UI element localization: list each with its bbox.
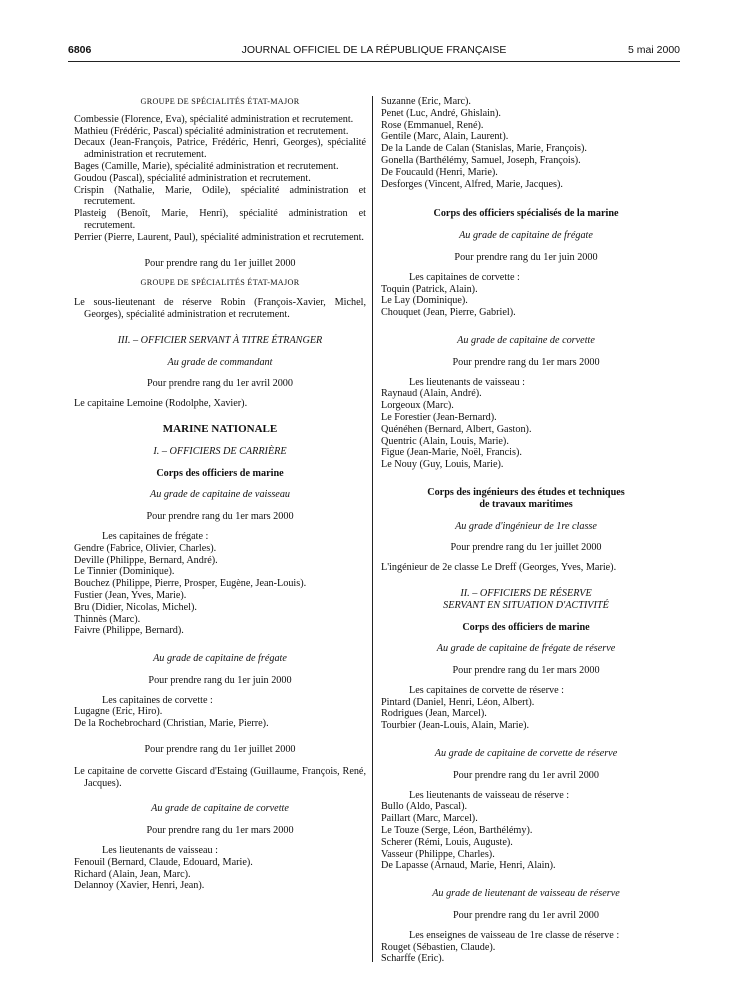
- list-item: Gendre (Fabrice, Olivier, Charles).: [74, 542, 217, 554]
- name-list: [74, 857, 366, 892]
- section-heading: III. – OFFICIER SERVANT À TITRE ÉTRANGER: [117, 334, 323, 346]
- list-item: Bullo (Aldo, Pascal).: [381, 801, 468, 813]
- entry: Le sous-lieutenant de réserve Robin (François-Xavier, Michel, Georges), spécialité administration et recrutement.: [74, 297, 366, 320]
- right-column: [381, 96, 671, 965]
- column-divider: [372, 96, 373, 962]
- rank-date: Pour prendre rang du 1er avril 2000: [453, 769, 599, 781]
- grade-heading: Au grade de capitaine de frégate: [459, 230, 593, 242]
- list-item: Faivre (Philippe, Bernard).: [74, 625, 184, 637]
- issue-date: 5 mai 2000: [628, 44, 680, 56]
- list-item: Rouget (Sébastien, Claude).: [381, 941, 496, 953]
- rank-date: Pour prendre rang du 1er mars 2000: [146, 511, 294, 523]
- left-column: [74, 96, 366, 892]
- list-item: Le Touze (Serge, Léon, Barthélémy).: [381, 825, 533, 837]
- grade-heading: Au grade de capitaine de frégate: [153, 653, 287, 665]
- list-label: Les lieutenants de vaisseau :: [409, 376, 525, 388]
- header-rule: [68, 61, 680, 62]
- group-heading: GROUPE DE SPÉCIALITÉS ÉTAT-MAJOR: [140, 97, 300, 106]
- corps-heading: Corps des officiers de marine: [156, 467, 284, 479]
- entry: Perrier (Pierre, Laurent, Paul), spécialité administration et recrutement.: [74, 231, 364, 243]
- list-item: Lugagne (Eric, Hiro).: [74, 706, 163, 718]
- name-list: [381, 801, 671, 872]
- rank-date: Pour prendre rang du 1er juillet 2000: [450, 542, 602, 554]
- rank-date: Pour prendre rang du 1er juillet 2000: [144, 257, 296, 269]
- list-item: Chouquet (Jean, Pierre, Gabriel).: [381, 307, 516, 319]
- list-item: Rodrigues (Jean, Marcel).: [381, 708, 487, 720]
- entry: Decaux (Jean-François, Patrice, Frédéric, Henri, Georges), spécialité administration et recrutement.: [74, 137, 366, 161]
- list-item: Scherer (Rémi, Louis, Auguste).: [381, 836, 513, 848]
- grade-heading: Au grade de lieutenant de vaisseau de réserve: [432, 888, 620, 900]
- list-item: Penet (Luc, André, Ghislain).: [381, 107, 501, 119]
- rank-date: Pour prendre rang du 1er mars 2000: [452, 356, 600, 368]
- list-item: Paillart (Marc, Marcel).: [381, 813, 478, 825]
- grade-heading: Au grade de capitaine de vaisseau: [149, 489, 291, 501]
- group-heading: GROUPE DE SPÉCIALITÉS ÉTAT-MAJOR: [140, 278, 300, 288]
- list-item: Delannoy (Xavier, Henri, Jean).: [74, 880, 205, 892]
- entry: Crispin (Nathalie, Marie, Odile), spécialité administration et recrutement.: [74, 184, 366, 208]
- list-label: Les lieutenants de vaisseau de réserve :: [409, 789, 570, 801]
- list-label: Les capitaines de corvette :: [102, 694, 213, 706]
- list-item: Rose (Emmanuel, René).: [381, 119, 484, 131]
- page-header: [68, 44, 680, 60]
- list-item: Pintard (Daniel, Henri, Léon, Albert).: [381, 696, 535, 708]
- name-list: [381, 284, 671, 319]
- list-label: Les capitaines de frégate :: [102, 530, 209, 542]
- name-list: [381, 96, 671, 190]
- corps-heading: Corps des officiers de marine: [462, 621, 590, 633]
- ministry-heading: MARINE NATIONALE: [162, 422, 278, 435]
- grade-heading: Au grade de capitaine de corvette: [457, 334, 595, 346]
- list-item: De la Lande de Calan (Stanislas, Marie, François).: [381, 143, 587, 155]
- name-list: [381, 942, 671, 966]
- entry: L'ingénieur de 2e classe Le Dreff (Georges, Yves, Marie).: [381, 562, 617, 574]
- entry: Goudou (Pascal), spécialité administration et recrutement.: [74, 172, 311, 184]
- section-heading: I. – OFFICIERS DE CARRIÈRE: [153, 445, 287, 457]
- list-item: Le Tinnier (Dominique).: [74, 566, 175, 578]
- list-label: Les capitaines de corvette de réserve :: [409, 684, 564, 696]
- grade-heading: Au grade de capitaine de frégate de réserve: [436, 643, 616, 655]
- grade-heading: Au grade de capitaine de corvette: [151, 803, 289, 815]
- list-item: Gonella (Barthélémy, Samuel, Joseph, François).: [381, 154, 581, 166]
- list-item: Quénéhen (Bernard, Albert, Gaston).: [381, 423, 532, 435]
- list-item: Fustier (Jean, Yves, Marie).: [74, 589, 187, 601]
- list-item: Richard (Alain, Jean, Marc).: [74, 868, 191, 880]
- list-item: Suzanne (Eric, Marc).: [381, 96, 471, 107]
- list-item: Le Lay (Dominique).: [381, 295, 468, 307]
- grade-heading: Au grade de capitaine de corvette de réserve: [434, 748, 618, 760]
- list-label: Les lieutenants de vaisseau :: [102, 845, 218, 857]
- list-label: Les capitaines de corvette :: [409, 271, 520, 283]
- name-list: [74, 706, 366, 730]
- name-list: [74, 543, 366, 637]
- name-list: [381, 697, 671, 732]
- rank-date: Pour prendre rang du 1er mars 2000: [452, 665, 600, 677]
- list-label: Les enseignes de vaisseau de 1re classe de réserve :: [409, 929, 620, 941]
- corps-heading: Corps des officiers spécialisés de la marine: [433, 208, 619, 220]
- list-item: Thinnès (Marc).: [74, 613, 141, 625]
- rank-date: Pour prendre rang du 1er avril 2000: [453, 910, 599, 922]
- corps-heading: Corps des ingénieurs des études et techniques: [427, 486, 625, 498]
- list-item: Desforges (Vincent, Alfred, Marie, Jacques).: [381, 178, 563, 190]
- list-item: Le Forestier (Jean-Bernard).: [381, 411, 497, 423]
- list-item: Scharffe (Eric).: [381, 953, 445, 965]
- list-item: De Foucauld (Henri, Marie).: [381, 166, 498, 178]
- list-item: Tourbier (Jean-Louis, Alain, Marie).: [381, 720, 530, 732]
- section-heading: II. – OFFICIERS DE RÉSERVE: [460, 587, 592, 599]
- corps-heading-cont: de travaux maritimes: [479, 498, 573, 510]
- list-item: Raynaud (Alain, André).: [381, 388, 482, 400]
- list-item: Toquin (Patrick, Alain).: [381, 283, 478, 295]
- journal-title: JOURNAL OFFICIEL DE LA RÉPUBLIQUE FRANÇAISE: [241, 44, 507, 56]
- rank-date: Pour prendre rang du 1er mars 2000: [146, 825, 294, 837]
- grade-heading: Au grade d'ingénieur de 1re classe: [455, 520, 597, 532]
- list-item: Quentric (Alain, Louis, Marie).: [381, 435, 509, 447]
- list-item: Fenouil (Bernard, Claude, Edouard, Marie).: [74, 856, 253, 868]
- name-list: [381, 388, 671, 471]
- section-heading-cont: SERVANT EN SITUATION D'ACTIVITÉ: [443, 599, 609, 611]
- list-item: Le Nouy (Guy, Louis, Marie).: [381, 459, 504, 471]
- rank-date: Pour prendre rang du 1er avril 2000: [147, 378, 293, 390]
- entry: Combessie (Florence, Eva), spécialité administration et recrutement.: [74, 113, 354, 125]
- entry: Plasteig (Benoît, Marie, Henri), spécialité administration et recrutement.: [74, 208, 366, 231]
- list-item: De Lapasse (Arnaud, Marie, Henri, Alain).: [381, 860, 556, 872]
- list-item: Bouchez (Philippe, Pierre, Prosper, Eugène, Jean-Louis).: [74, 578, 307, 590]
- entry: Mathieu (Frédéric, Pascal) spécialité administration et recrutement.: [74, 125, 349, 137]
- entry: Le capitaine de corvette Giscard d'Estaing (Guillaume, François, René, Jacques).: [74, 765, 366, 789]
- list-item: De la Rochebrochard (Christian, Marie, Pierre).: [74, 718, 269, 730]
- list-item: Bru (Didier, Nicolas, Michel).: [74, 601, 197, 613]
- rank-date: Pour prendre rang du 1er juin 2000: [454, 251, 598, 263]
- page-number: 6806: [68, 44, 92, 56]
- rank-date: Pour prendre rang du 1er juillet 2000: [144, 744, 296, 756]
- group-entries: [74, 114, 366, 244]
- list-item: Figue (Jean-Marie, Noël, Francis).: [381, 447, 522, 459]
- list-item: Lorgeoux (Marc).: [381, 400, 454, 412]
- entry: Bages (Camille, Marie), spécialité administration et recrutement.: [74, 160, 339, 172]
- list-item: Gentile (Marc, Alain, Laurent).: [381, 131, 509, 143]
- list-item: Deville (Philippe, Bernard, André).: [74, 554, 218, 566]
- grade-heading: Au grade de commandant: [167, 356, 273, 368]
- rank-date: Pour prendre rang du 1er juin 2000: [148, 674, 292, 686]
- entry: Le capitaine Lemoine (Rodolphe, Xavier).: [74, 398, 248, 410]
- list-item: Vasseur (Philippe, Charles).: [381, 848, 495, 860]
